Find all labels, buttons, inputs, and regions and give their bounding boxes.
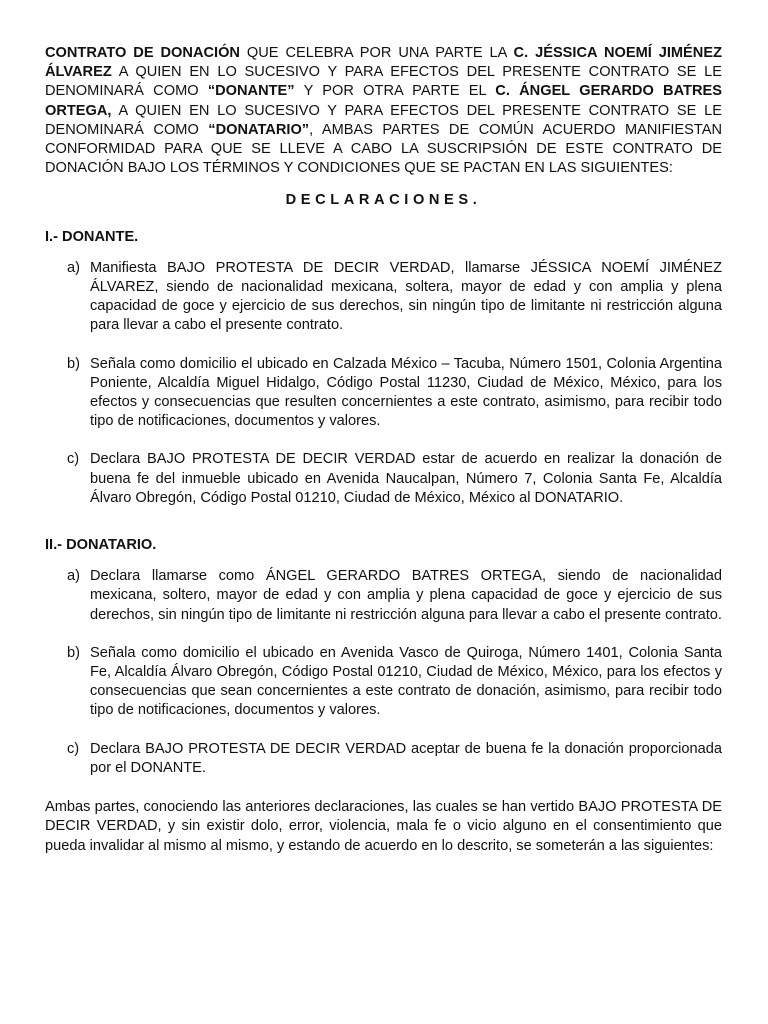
section-title-donante: I.- DONANTE. <box>45 228 139 245</box>
donatario-declarations-list <box>45 567 722 778</box>
list-item <box>45 355 722 432</box>
intro-donor-role: “DONANTE” <box>207 83 295 100</box>
list-marker: c) <box>67 451 80 468</box>
list-item-text: Manifiesta BAJO PROTESTA DE DECIR VERDAD, llamarse JÉSSICA NOEMÍ JIMÉNEZ ÁLVAREZ, siendo de nacionalidad mexicana, soltera, mayor de edad y con amplia y plena capacidad de goce y ejercicio de sus derechos, sin ningún tipo de limitante ni restricción alguna para llevar a cabo el presente contrato. <box>90 259 722 334</box>
intro-text: A QUIEN EN LO SUCESIVO Y PARA EFECTOS DEL PRESENTE CONTRATO SE LE DENOMINARÁ COMO <box>45 64 722 100</box>
list-item <box>45 259 722 336</box>
list-marker: b) <box>67 644 80 661</box>
document-page <box>45 44 722 856</box>
list-item-text: Declara llamarse como ÁNGEL GERARDO BATRES ORTEGA, siendo de nacionalidad mexicana, soltero, mayor de edad y con amplia y plena capacidad de goce y ejercicio de sus derechos, sin ningún tipo de limitante ni restricción alguna para llevar a cabo el presente contrato. <box>90 568 722 623</box>
intro-donee-role: “DONATARIO” <box>208 121 310 138</box>
donante-declarations-list <box>45 259 722 508</box>
intro-text: , AMBAS PARTES DE COMÚN ACUERDO MANIFIESTAN CONFORMIDAD PARA QUE SE LLEVE A CABO LA SUSCRIPSIÓN DE ESTE CONTRATO DE DONACIÓN BAJO LOS TÉRMINOS Y CONDICIONES QUE SE PACTAN EN LAS SIGUIENTES: <box>45 121 722 177</box>
intro-contract-title: CONTRATO DE DONACIÓN <box>45 45 240 61</box>
intro-donor-name: C. JÉSSICA NOEMÍ JIMÉNEZ ÁLVAREZ <box>45 45 722 81</box>
list-item <box>45 740 722 778</box>
list-item-text: Señala como domicilio el ubicado en Calzada México – Tacuba, Número 1501, Colonia Argentina Poniente, Alcaldía Miguel Hidalgo, Código Postal 11230, Ciudad de México, México, para los efectos y consecuencias que resulten concernientes a este contrato, asimismo, para recibir todo tipo de notificaciones, documentos y valores. <box>90 355 722 430</box>
list-item-text: Declara BAJO PROTESTA DE DECIR VERDAD estar de acuerdo en realizar la donación de buena fe del inmueble ubicado en Avenida Naucalpan, Número 7, Colonia Santa Fe, Alcaldía Álvaro Obregón, Código Postal 01210, Ciudad de México, México al DONATARIO. <box>90 451 722 506</box>
list-item <box>45 567 722 625</box>
list-marker: a) <box>67 259 80 276</box>
list-marker: b) <box>67 355 80 372</box>
list-marker: a) <box>67 568 80 585</box>
closing-paragraph: Ambas partes, conociendo las anteriores declaraciones, las cuales se han vertido BAJO PROTESTA DE DECIR VERDAD, y sin existir dolo, error, violencia, mala fe o vicio alguno en el consentimiento que pueda invalidar al mismo al mismo, y estando de acuerdo en lo descrito, se someterán a las siguientes: <box>45 799 722 854</box>
declarations-heading: DECLARACIONES. <box>285 192 482 209</box>
list-item <box>45 450 722 508</box>
list-marker: c) <box>67 740 80 757</box>
list-item-text: Señala como domicilio el ubicado en Avenida Vasco de Quiroga, Número 1401, Colonia Santa Fe, Alcaldía Álvaro Obregón, Código Postal 01210, Ciudad de México, México, para los efectos y consecuencias que sean concernientes a este contrato de donación, asimismo, para recibir todo tipo de notificaciones, documentos y valores. <box>90 644 722 719</box>
intro-text: A QUIEN EN LO SUCESIVO Y PARA EFECTOS DEL PRESENTE CONTRATO SE LE DENOMINARÁ COMO <box>45 102 722 138</box>
list-item <box>45 644 722 721</box>
intro-text: QUE CELEBRA POR UNA PARTE LA <box>239 45 514 61</box>
intro-donee-name: C. ÁNGEL GERARDO BATRES ORTEGA, <box>45 83 722 119</box>
intro-text: Y POR OTRA PARTE EL <box>294 83 496 100</box>
list-item-text: Declara BAJO PROTESTA DE DECIR VERDAD aceptar de buena fe la donación proporcionada por el DONANTE. <box>90 740 722 776</box>
section-title-donatario: II.- DONATARIO. <box>45 537 157 554</box>
intro-paragraph <box>45 44 722 178</box>
